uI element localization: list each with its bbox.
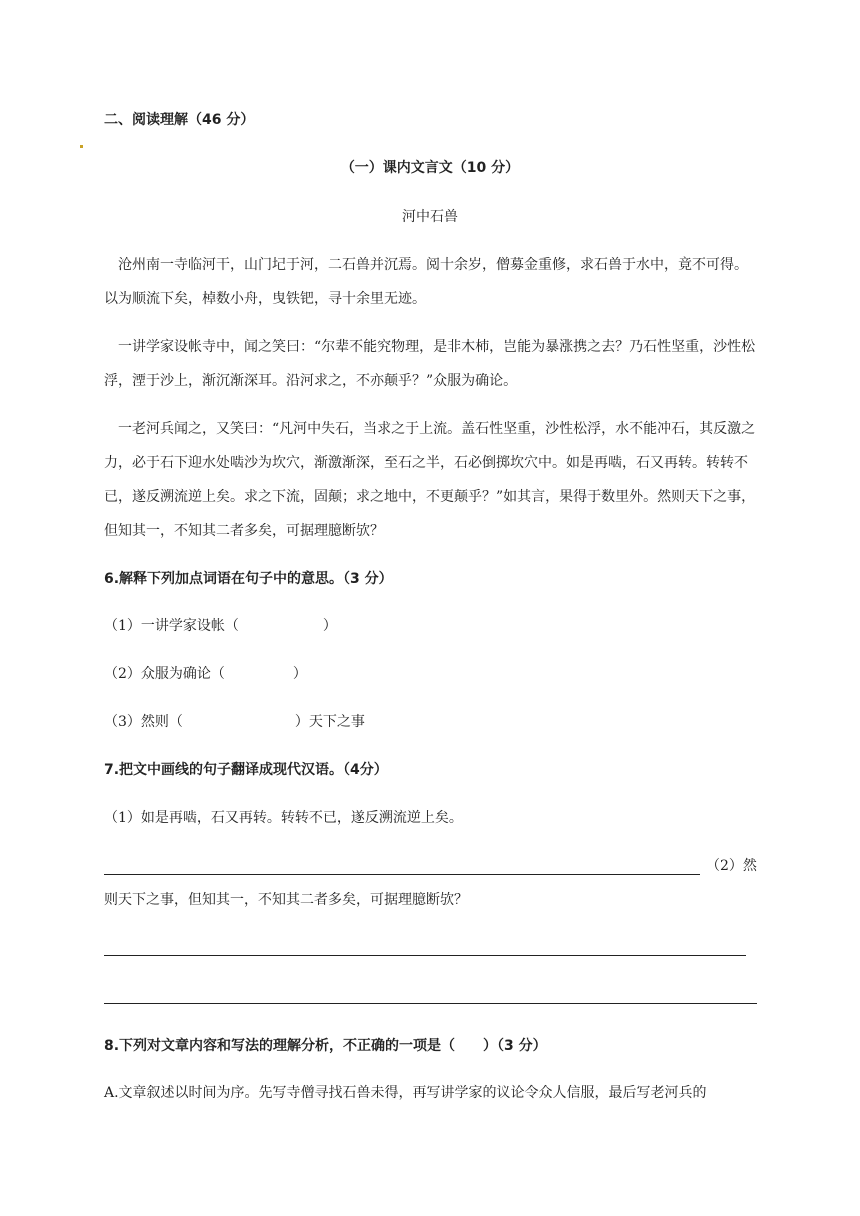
q7-item-2: 则天下之事，但知其一，不知其二者多矣，可据理臆断欤？: [104, 892, 468, 908]
q7-title: 7.把文中画线的句子翻译成现代汉语。（4分）: [104, 762, 388, 778]
sub-title: （一）课内文言文（10 分）: [340, 160, 520, 176]
q7-answer-line-2[interactable]: [104, 955, 746, 956]
q6-item-2-suffix: ）: [292, 666, 307, 682]
paragraph-1: 沧州南一寺临河干，山门圮于河，二石兽并沉焉。阅十余岁，僧募金重修，求石兽于水中，竟不可得。以为顺流下矣，棹数小舟，曳铁钯，寻十余里无迹。: [104, 257, 748, 307]
q7-answer-line-3[interactable]: [104, 1003, 757, 1004]
q6-item-1-suffix: ）: [322, 618, 337, 634]
q6-item-3-suffix: ）天下之事: [294, 714, 365, 730]
q6-item-3-prefix: （3）然则（: [104, 714, 183, 730]
q7-answer-line-1[interactable]: [104, 874, 700, 875]
paragraph-3: 一老河兵闻之，又笑曰：“凡河中失石，当求之于上流。盖石性坚重，沙性松浮，水不能冲石，其反激之力，必于石下迎水处啮沙为坎穴，渐激渐深，至石之半，石必倒掷坎穴中。如是再啮，石又再转。转转不已，遂反溯流逆上矣。求之下流，固颠；求之地中，不更颠乎？”如其言，果得于数里外。然则天下之事，但知其一，不知其二者多矣，可据理臆断欤？: [104, 421, 756, 539]
q6-item-1-prefix: （1）一讲学家设帐（: [104, 618, 239, 634]
q8-option-a: A.文章叙述以时间为序。先写寺僧寻找石兽未得，再写讲学家的议论令众人信服，最后写老河兵的: [104, 1085, 707, 1101]
q7-item-2-prefix: （2）然: [706, 858, 757, 874]
q8-title: 8.下列对文章内容和写法的理解分析，不正确的一项是（ ）（3 分）: [104, 1038, 547, 1054]
q7-item-1: （1）如是再啮，石又再转。转转不已，遂反溯流逆上矣。: [104, 810, 463, 826]
section-title: 二、阅读理解（46 分）: [104, 112, 255, 128]
margin-mark: [80, 145, 83, 148]
q6-title: 6.解释下列加点词语在句子中的意思。（3 分）: [104, 571, 393, 587]
text-title: 河中石兽: [402, 209, 458, 225]
paragraph-2: 一讲学家设帐寺中，闻之笑曰：“尔辈不能究物理，是非木杮，岂能为暴涨携之去？乃石性坚重，沙性松浮，湮于沙上，渐沉渐深耳。沿河求之，不亦颠乎？”众服为确论。: [104, 339, 756, 389]
q6-item-3: [104, 712, 365, 732]
q6-item-2-prefix: （2）众服为确论（: [104, 666, 225, 682]
q6-item-2: [104, 664, 307, 684]
q6-item-1: [104, 616, 337, 636]
